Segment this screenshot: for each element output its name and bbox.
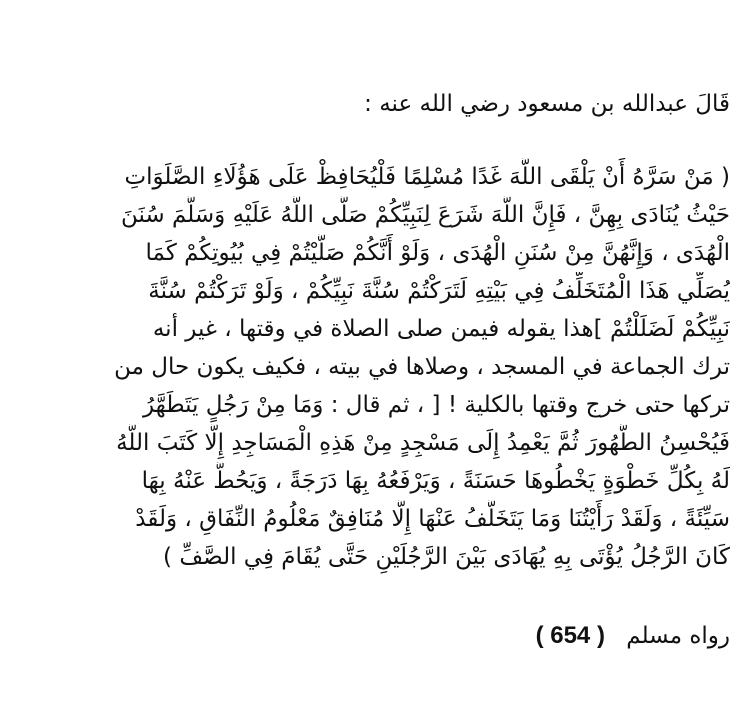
text-line-1: ( مَنْ سَرَّهُ أَنْ يَلْقَى اللَّهَ غَدًا مُسْلِمًا فَلْيُحَافِظْ عَلَى هَؤُلَاءِ الصَّلَوَاتِ — [124, 164, 730, 190]
narrator-heading: قَالَ عبدالله بن مسعود رضي الله عنه : — [364, 91, 730, 117]
text-line-4: يُصَلِّي هَذَا الْمُتَخَلِّفُ فِي بَيْتِهِ لَتَرَكْتُمْ سُنَّةَ نَبِيِّكُمْ ، وَلَوْ تَرَكْتُمْ سُنَّةَ — [148, 278, 730, 304]
text-line-7: تركها حتى خرج وقتها بالكلية ! [ ، ثم قال : وَمَا مِنْ رَجُلٍ يَتَطَهَّرُ — [142, 392, 730, 418]
text-line-3: الْهُدَى ، وَإِنَّهُنَّ مِنْ سُنَنِ الْهُدَى ، وَلَوْ أَنَّكُمْ صَلَّيْتُمْ فِي بُيُوتِكُمْ كَمَا — [145, 240, 730, 266]
text-line-11: كَانَ الرَّجُلُ يُؤْتَى بِهِ يُهَادَى بَيْنَ الرَّجُلَيْنِ حَتَّى يُقَامَ فِي الصَّفِّ ) — [163, 544, 730, 570]
source-citation — [30, 614, 730, 658]
text-line-9: لَهُ بِكُلِّ خَطْوَةٍ يَخْطُوهَا حَسَنَةً ، وَيَرْفَعُهُ بِهَا دَرَجَةً ، وَيَحُطُّ عَنْهُ بِهَا — [141, 468, 730, 494]
text-line-10: سَيِّئَةً ، وَلَقَدْ رَأَيْتُنَا وَمَا يَتَخَلَّفُ عَنْهَا إِلَّا مُنَافِقٌ مَعْلُومُ النِّفَاقِ ، وَلَقَدْ — [135, 506, 730, 532]
text-line-2: حَيْثُ يُنَادَى بِهِنَّ ، فَإِنَّ اللَّهَ شَرَعَ لِنَبِيِّكُمْ صَلَّى اللَّهُ عَلَيْهِ وَسَلَّمَ سُنَنَ — [120, 202, 730, 228]
text-line-8: فَيُحْسِنُ الطُّهُورَ ثُمَّ يَعْمِدُ إِلَى مَسْجِدٍ مِنْ هَذِهِ الْمَسَاجِدِ إِلَّا كَتَبَ اللَّهُ — [116, 430, 730, 456]
text-line-6: ترك الجماعة في المسجد ، وصلاها في بيته ، فكيف يكون حال من — [114, 354, 730, 380]
source-label: رواه مسلم — [626, 623, 730, 649]
hadith-number: ( 654 ) — [535, 622, 605, 649]
text-line-5: نَبِيِّكُمْ لَضَلَلْتُمْ ]هذا يقوله فيمن صلى الصلاة في وقتها ، غير أنه — [152, 316, 730, 342]
hadith-text — [18, 158, 730, 576]
